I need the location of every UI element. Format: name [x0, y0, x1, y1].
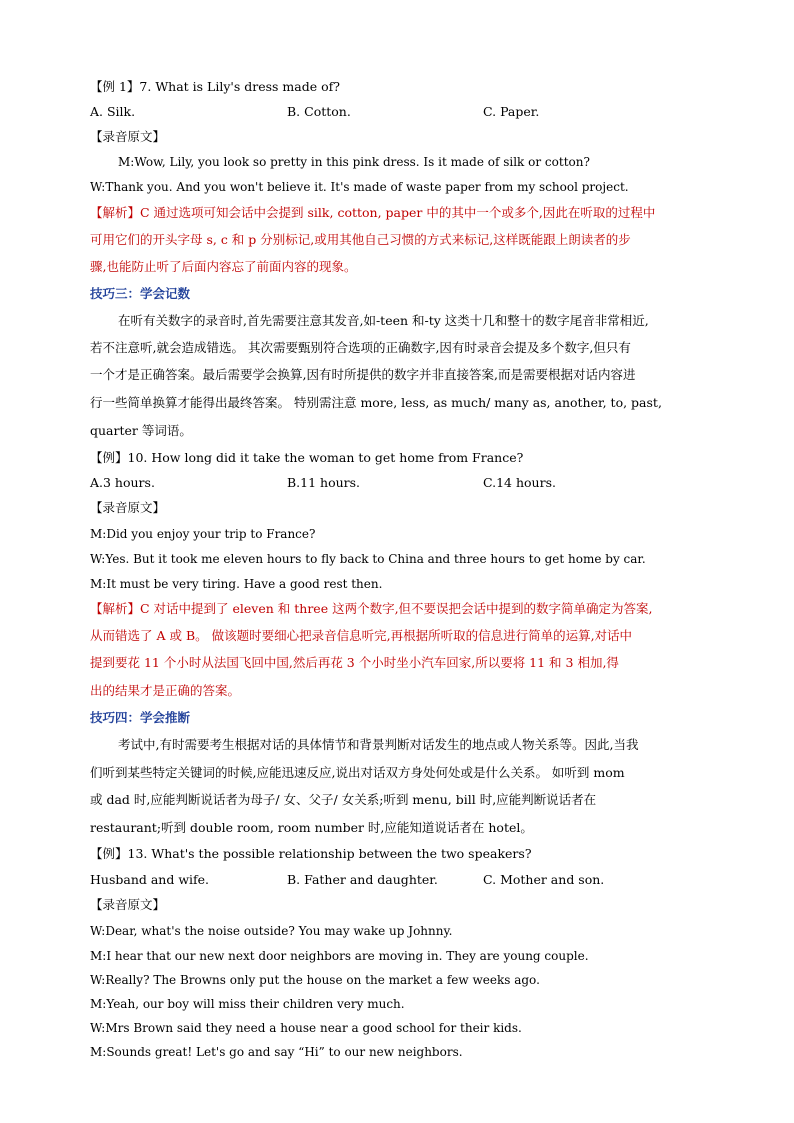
example-2-analysis-1: 【解析】C 对话中提到了 eleven 和 three 这两个数字,但不要误把会话中提到的数字简单确定为答案,: [90, 601, 653, 616]
example-2-recording-header: 【录音原文】: [90, 500, 166, 515]
tip-4-title: 技巧四：学会推断: [90, 710, 191, 725]
example-2-analysis-3: 提到要花 11 个小时从法国飞回中国,然后再花 3 个小时坐小汽车回家,所以要将 11 和 3 相加,得: [90, 655, 619, 670]
tip-3-body-1: 在听有关数字的录音时,首先需要注意其发音,如-teen 和-ty 这类十几和整十的数字尾音非常相近,: [118, 313, 649, 328]
example-3-line-1: W:Dear, what's the noise outside? You may wake up Johnny.: [90, 924, 453, 938]
example-1-analysis-3: 骤,也能防止听了后面内容忘了前面内容的现象。: [90, 259, 357, 274]
tip-3-title: 技巧三：学会记数: [90, 286, 191, 301]
tip-3-body-5: quarter 等词语。: [90, 423, 192, 438]
example-3-line-6: M:Sounds great! Let's go and say “Hi” to our new neighbors.: [90, 1045, 463, 1059]
example-1-question: 【例 1】7. What is Lily's dress made of?: [90, 79, 340, 94]
example-3-line-5: W:Mrs Brown said they need a house near a good school for their kids.: [90, 1021, 522, 1035]
example-1-option-a: A. Silk.: [90, 104, 136, 119]
example-3-recording-header: 【录音原文】: [90, 897, 166, 912]
example-3-line-4: M:Yeah, our boy will miss their children very much.: [90, 997, 405, 1011]
tip-4-body-3: 或 dad 时,应能判断说话者为母子/ 女、父子/ 女关系;听到 menu, bill 时,应能判断说话者在: [90, 792, 597, 807]
tip-4-body-4: restaurant;听到 double room, room number 时,应能知道说话者在 hotel。: [90, 820, 533, 835]
tip-4-body-1: 考试中,有时需要考生根据对话的具体情节和背景判断对话发生的地点或人物关系等。因此,当我: [118, 737, 639, 752]
example-2-option-b: B.11 hours.: [287, 475, 361, 490]
example-1-recording-header: 【录音原文】: [90, 129, 166, 144]
example-2-question: 【例】10. How long did it take the woman to get home from France?: [90, 450, 524, 465]
example-2-option-a: A.3 hours.: [90, 475, 155, 490]
tip-3-body-2: 若不注意听,就会造成错选。 其次需要甄别符合选项的正确数字,因有时录音会提及多个数字,但只有: [90, 340, 631, 355]
example-2-line-1: M:Did you enjoy your trip to France?: [90, 527, 316, 541]
example-1-analysis-1: 【解析】C 通过选项可知会话中会提到 silk, cotton, paper 中的其中一个或多个,因此在听取的过程中: [90, 205, 656, 220]
example-2-option-c: C.14 hours.: [483, 475, 556, 490]
example-3-option-c: C. Mother and son.: [483, 872, 605, 887]
example-3-line-3: W:Really? The Browns only put the house on the market a few weeks ago.: [90, 973, 540, 987]
example-1-option-b: B. Cotton.: [287, 104, 351, 119]
example-3-option-b: B. Father and daughter.: [287, 872, 438, 887]
example-2-analysis-4: 出的结果才是正确的答案。: [90, 683, 241, 698]
example-2-analysis-2: 从而错选了 A 或 B。 做该题时要细心把录音信息听完,再根据所听取的信息进行简单的运算,对话中: [90, 628, 633, 643]
example-1-analysis-2: 可用它们的开头字母 s, c 和 p 分别标记,或用其他自己习惯的方式来标记,这样既能跟上朗读者的步: [90, 232, 631, 247]
example-3-question: 【例】13. What's the possible relationship between the two speakers?: [90, 846, 532, 861]
tip-4-body-2: 们听到某些特定关键词的时候,应能迅速反应,说出对话双方身处何处或是什么关系。 如听到 mom: [90, 765, 625, 780]
example-3-option-a: Husband and wife.: [90, 872, 210, 887]
example-1-line-1: M:Wow, Lily, you look so pretty in this pink dress. Is it made of silk or cotton?: [118, 155, 590, 169]
example-2-line-2: W:Yes. But it took me eleven hours to fly back to China and three hours to get home by car.: [90, 552, 646, 566]
example-3-line-2: M:I hear that our new next door neighbors are moving in. They are young couple.: [90, 949, 589, 963]
tip-3-body-3: 一个才是正确答案。最后需要学会换算,因有时所提供的数字并非直接答案,而是需要根据对话内容进: [90, 367, 636, 382]
example-1-option-c: C. Paper.: [483, 104, 540, 119]
example-2-line-3: M:It must be very tiring. Have a good rest then.: [90, 577, 383, 591]
example-1-line-2: W:Thank you. And you won't believe it. It's made of waste paper from my school project.: [90, 180, 629, 194]
tip-3-body-4: 行一些简单换算才能得出最终答案。 特别需注意 more, less, as much/ many as, another, to, past,: [90, 395, 662, 410]
